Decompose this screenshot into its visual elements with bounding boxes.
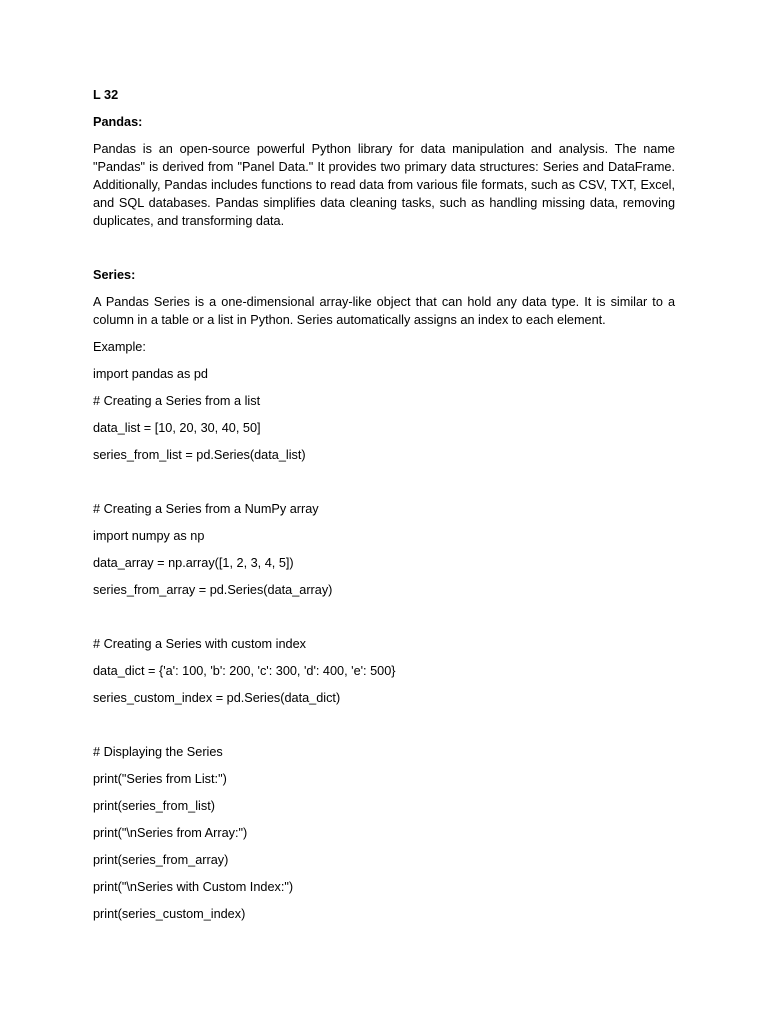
code-line: # Creating a Series with custom index xyxy=(93,637,306,651)
code-line: # Creating a Series from a list xyxy=(93,394,261,408)
code-line: data_dict = {'a': 100, 'b': 200, 'c': 300, 'd': 400, 'e': 500} xyxy=(93,664,396,678)
example-label: Example: xyxy=(93,340,146,354)
code-line: data_array = np.array([1, 2, 3, 4, 5]) xyxy=(93,556,294,570)
code-line: series_from_list = pd.Series(data_list) xyxy=(93,448,306,462)
code-line: print("\nSeries with Custom Index:") xyxy=(93,880,294,894)
code-line: print(series_from_list) xyxy=(93,799,215,813)
document-body xyxy=(93,86,675,923)
code-line: print(series_from_array) xyxy=(93,853,229,867)
code-line: # Displaying the Series xyxy=(93,745,223,759)
series-intro-paragraph: A Pandas Series is a one-dimensional array-like object that can hold any data type. It is similar to a column in a table or a list in Python. Series automatically assigns an index to each element. xyxy=(93,295,675,327)
code-line: print("\nSeries from Array:") xyxy=(93,826,248,840)
pandas-heading: Pandas: xyxy=(93,115,143,129)
code-line: print("Series from List:") xyxy=(93,772,227,786)
series-heading: Series: xyxy=(93,268,136,282)
code-line: import pandas as pd xyxy=(93,367,208,381)
code-line: # Creating a Series from a NumPy array xyxy=(93,502,319,516)
code-line: series_from_array = pd.Series(data_array) xyxy=(93,583,333,597)
code-line: import numpy as np xyxy=(93,529,205,543)
pandas-intro-paragraph: Pandas is an open-source powerful Python library for data manipulation and analysis. The name "Pandas" is derived from "Panel Data." It provides two primary data structures: Series and DataFrame. Additionally, Pandas includes functions to read data from various file formats, such as CSV, TXT, Excel, and SQL databases. Pandas simplifies data cleaning tasks, such as handling missing data, removing duplicates, and transforming data. xyxy=(93,142,675,228)
code-line: series_custom_index = pd.Series(data_dict) xyxy=(93,691,341,705)
code-line: print(series_custom_index) xyxy=(93,907,246,921)
code-line: data_list = [10, 20, 30, 40, 50] xyxy=(93,421,261,435)
lesson-number: L 32 xyxy=(93,88,119,102)
